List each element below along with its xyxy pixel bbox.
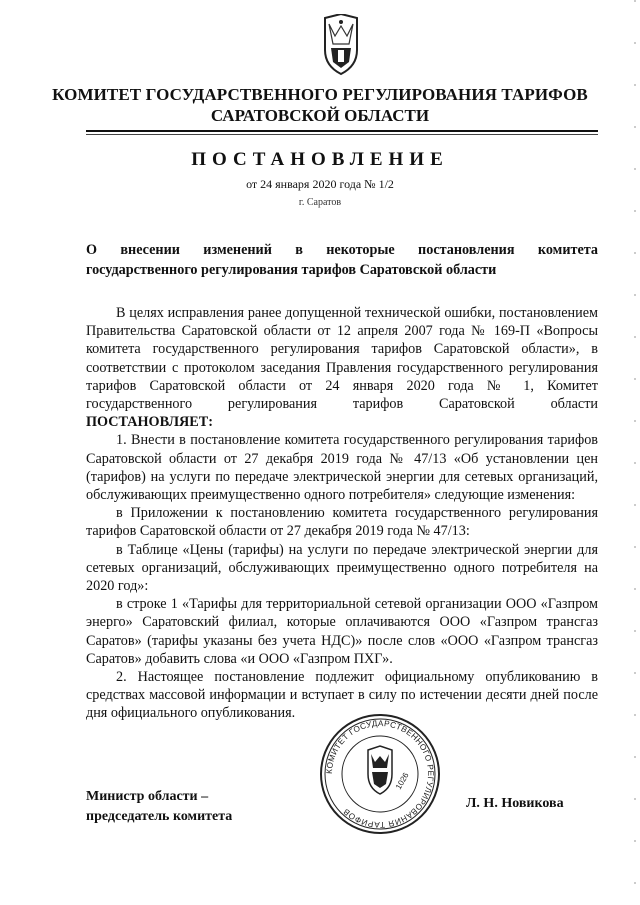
- header-rule-thin: [86, 134, 598, 135]
- body-paragraph-item1: 1. Внести в постановление комитета государственного регулирования тарифов Саратовской области от 27 декабря 2019 года № 47/13 «Об установлении цен (тарифов) на услуги по передаче электрической энергии для сетевых организаций, обслуживающих преимущественно одного потребителя» следующие изменения:: [86, 432, 598, 504]
- body-paragraph-item2: 2. Настоящее постановление подлежит официальному опубликованию в средствах массовой информации и вступает в силу по истечении десяти дней после дня официального опубликования.: [86, 669, 598, 722]
- document-subject: [86, 240, 598, 280]
- body-paragraph-table: в Таблице «Цены (тарифы) на услуги по передаче электрической энергии для сетевых организаций, обслуживающих преимущественно одного потребителя на 2020 год»:: [86, 541, 598, 595]
- organization-name-line2: САРАТОВСКОЙ ОБЛАСТИ: [210, 106, 430, 125]
- official-seal-stamp: [318, 712, 442, 836]
- stamp-ring-text: КОМИТЕТ ГОСУДАРСТВЕННОГО РЕГУЛИРОВАНИЯ ТАРИФОВ: [324, 718, 436, 830]
- organization-name-line1: КОМИТЕТ ГОСУДАРСТВЕННОГО РЕГУЛИРОВАНИЯ ТАРИФОВ: [52, 85, 588, 104]
- coat-of-arms-emblem: [321, 14, 361, 76]
- header-rule-thick: [86, 130, 598, 132]
- document-dateline: от 24 января 2020 года № 1/2: [246, 177, 394, 191]
- body-paragraph-row1: в строке 1 «Тарифы для территориальной сетевой организации ООО «Газпром энерго» Саратовский филиал, которые оплачиваются ООО «Газпром трансгаз Саратов» (тарифы указаны без учета НДС)» после слов «ООО «Газпром трансгаз Саратов» добавить слова «и ООО «Газпром ПХГ».: [86, 596, 598, 667]
- signature-position-line2: председатель комитета: [86, 809, 233, 824]
- signature-position-line1: Министр области –: [86, 789, 209, 804]
- preamble-resolves-keyword: ПОСТАНОВЛЯЕТ:: [86, 414, 213, 431]
- body-paragraph-appendix: в Приложении к постановлению комитета государственного регулирования тарифов Саратовской области от 27 декабря 2019 года № 47/13:: [86, 505, 598, 540]
- document-body: [86, 304, 598, 723]
- scan-edge-marks: [634, 0, 636, 905]
- signature-name: Л. Н. Новикова: [466, 796, 564, 811]
- document-city: г. Саратов: [298, 197, 342, 208]
- stamp-number: 1026: [393, 771, 411, 791]
- signature-position: [86, 787, 232, 827]
- subject-line2: государственного регулирования тарифов Саратовской области: [86, 262, 497, 278]
- preamble-text: В целях исправления ранее допущенной технической ошибки, постановлением Правительства Саратовской области от 12 апреля 2007 года № 169-П «Вопросы комитета государственного регулирования тарифов Саратовской области», в соответствии с протоколом заседания Правления государственного регулирования тарифов Саратовской области от 24 января 2020 года № 1, Комитет государственного регулирования тарифов Саратовской области: [86, 305, 598, 413]
- subject-line1: О внесении изменений в некоторые постановления комитета: [86, 242, 598, 258]
- body-paragraph-preamble: [86, 304, 598, 431]
- document-title: ПОСТАНОВЛЕНИЕ: [191, 149, 449, 170]
